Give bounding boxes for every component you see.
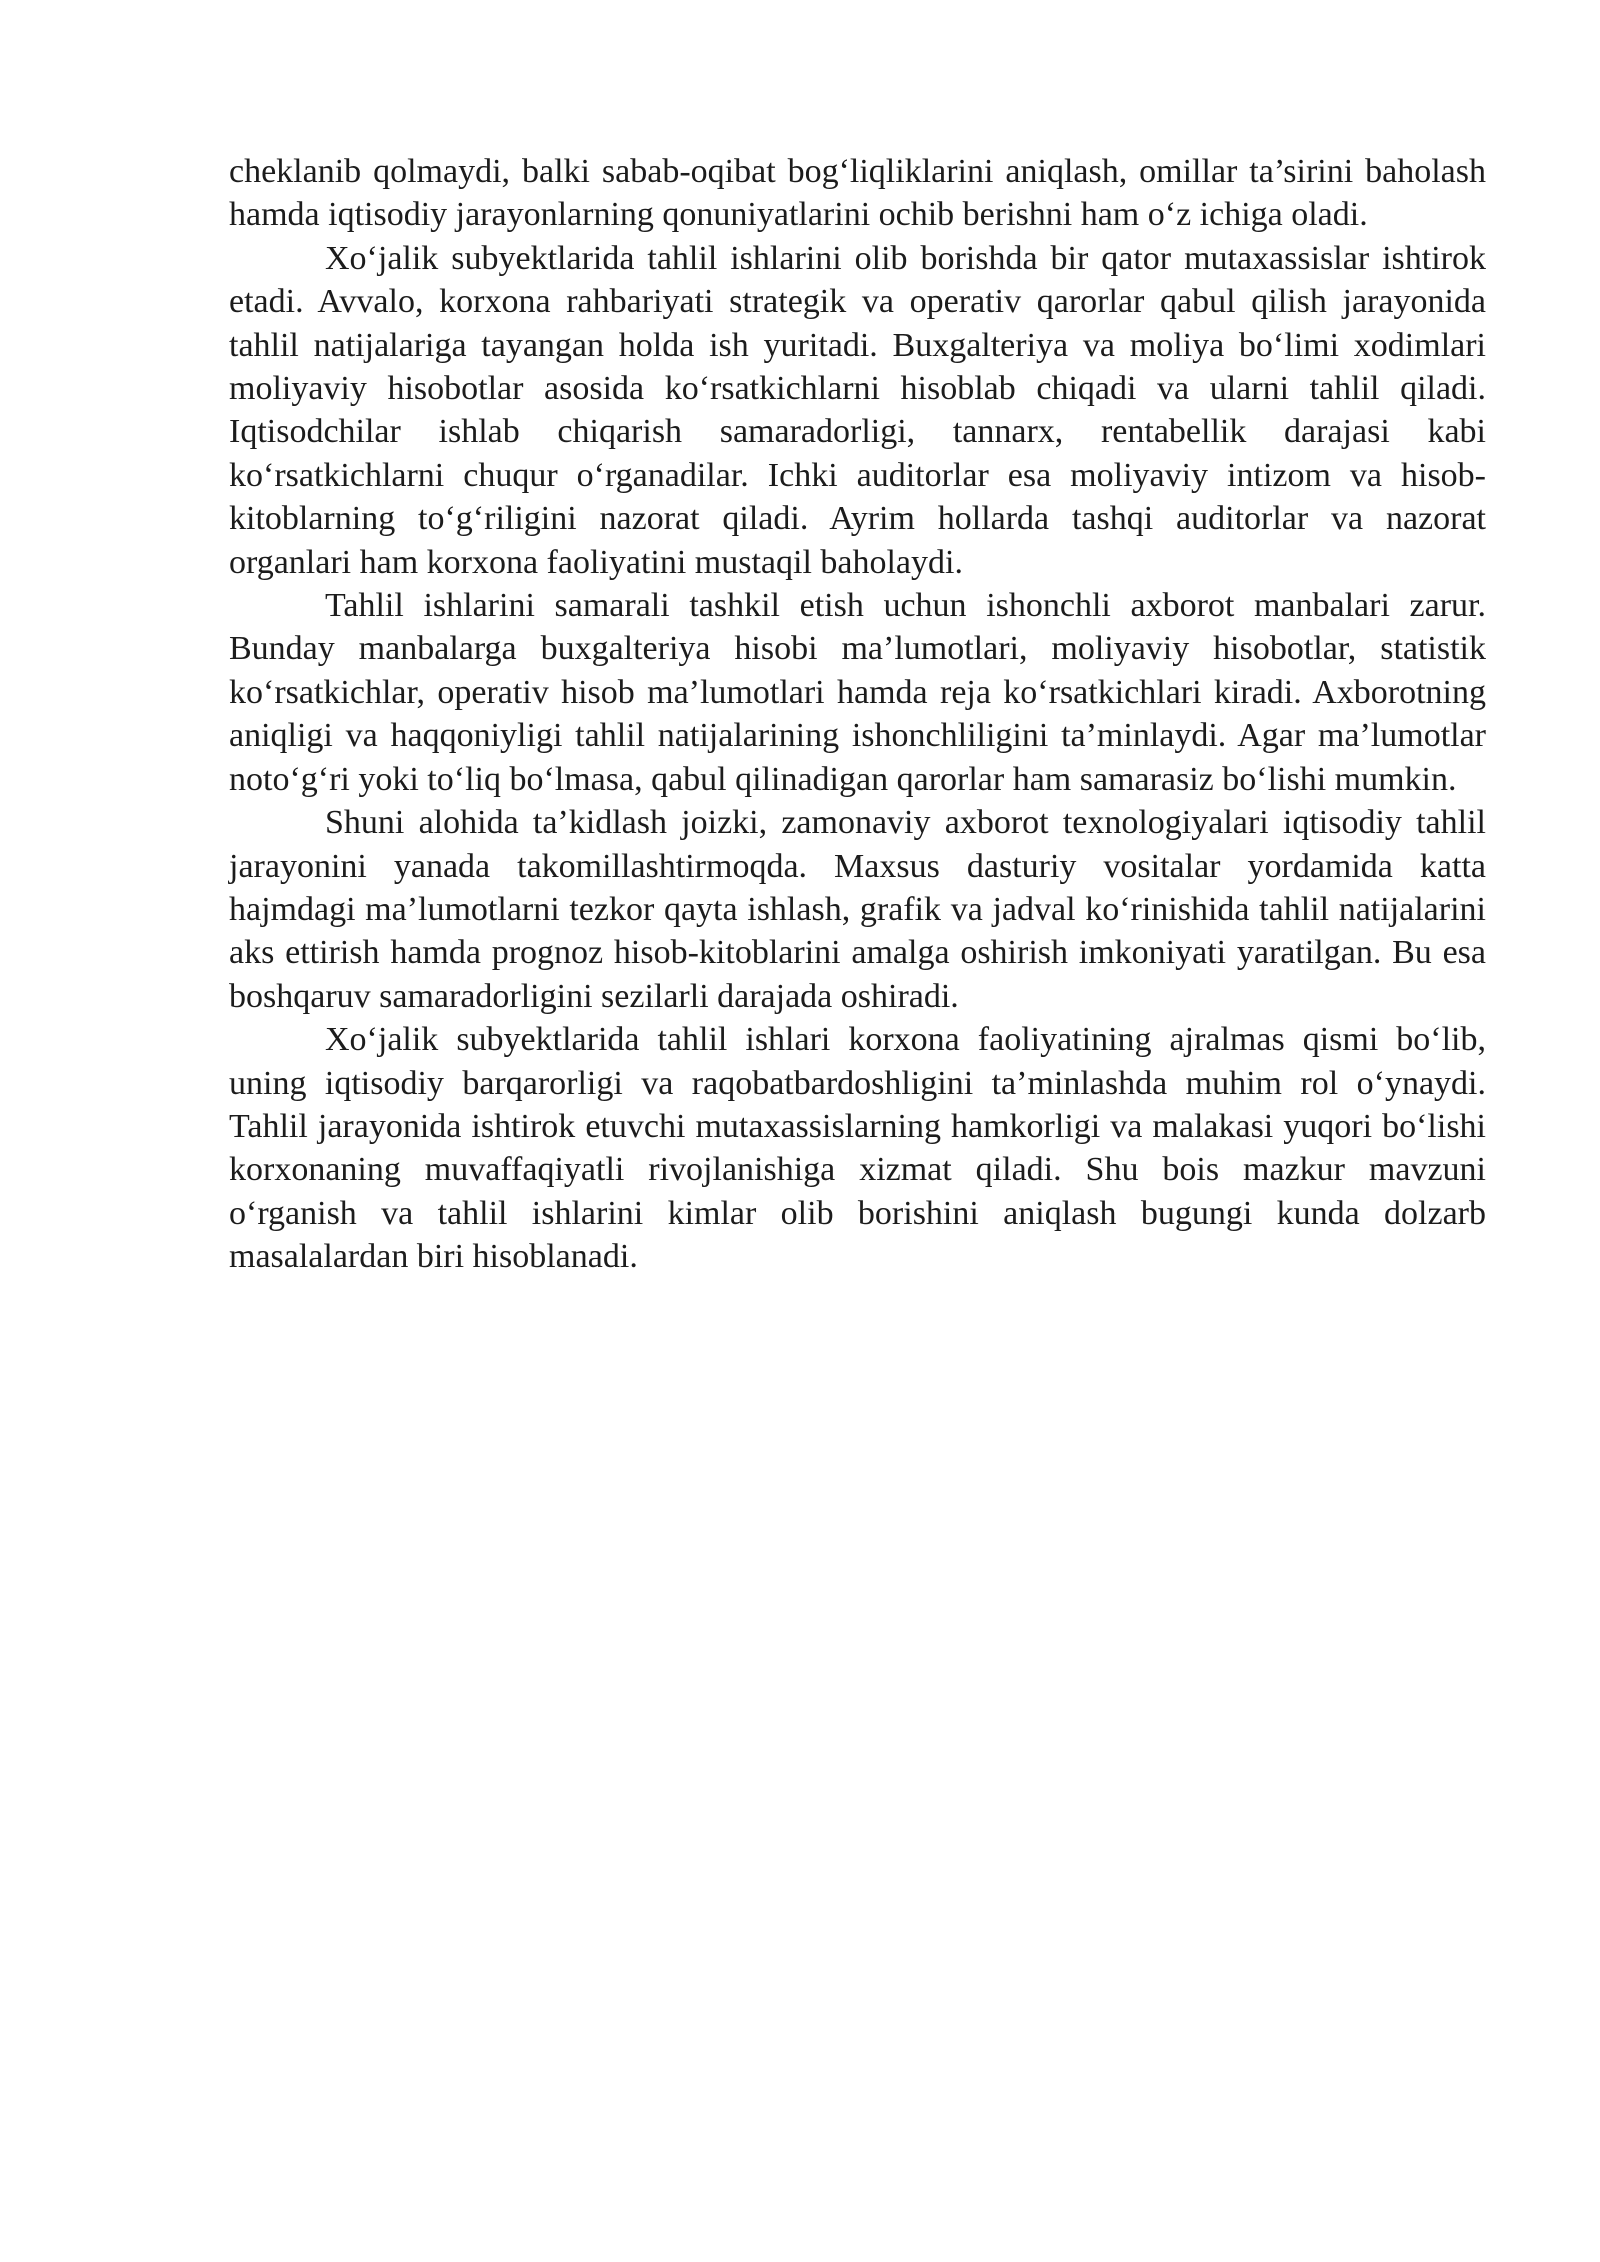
paragraph-information-sources: Tahlil ishlarini samarali tashkil etish uchun ishonchli axborot manbalari zarur. Bunday manbalarga buxgalteriya hisobi ma’lumotlari, moliyaviy hisobotlar, statistik ko‘rsatkichlar, operativ hisob ma’lumotlari hamda reja ko‘rsatkichlari kiradi. Axborotning aniqligi va haqqoniyligi tahlil natijalarining ishonchliligini ta’minlaydi. Agar ma’lumotlar noto‘g‘ri yoki to‘liq bo‘lmasa, qabul qilinadigan qarorlar ham samarasiz bo‘lishi mumkin. bbox=[229, 587, 1486, 798]
document-body bbox=[229, 150, 1486, 1279]
paragraph-specialists: Xo‘jalik subyektlarida tahlil ishlarini olib borishda bir qator mutaxassislar ishtirok etadi. Avvalo, korxona rahbariyati strategik va operativ qarorlar qabul qilish jarayonida tahlil natijalariga tayangan holda ish yuritadi. Buxgalteriya va moliya bo‘limi xodimlari moliyaviy hisobotlar asosida ko‘rsatkichlarni hisoblab chiqadi va ularni tahlil qiladi. Iqtisodchilar ishlab chiqarish samaradorligi, tannarx, rentabellik darajasi kabi ko‘rsatkichlarni chuqur o‘rganadilar. Ichki auditorlar esa moliyaviy intizom va hisob-kitoblarning to‘g‘riligini nazorat qiladi. Ayrim hollarda tashqi auditorlar va nazorat organlari ham korxona faoliyatini mustaqil baholaydi. bbox=[229, 239, 1486, 581]
paragraph-continuation: cheklanib qolmaydi, balki sabab-oqibat bog‘liqliklarini aniqlash, omillar ta’sirini baholash hamda iqtisodiy jarayonlarning qonuniyatlarini ochib berishni ham o‘z ichiga oladi. bbox=[229, 153, 1486, 234]
paragraph-information-technologies: Shuni alohida ta’kidlash joizki, zamonaviy axborot texnologiyalari iqtisodiy tahlil jarayonini yanada takomillashtirmoqda. Maxsus dasturiy vositalar yordamida katta hajmdagi ma’lumotlarni tezkor qayta ishlash, grafik va jadval ko‘rinishida tahlil natijalarini aks ettirish hamda prognoz hisob-kitoblarini amalga oshirish imkoniyati yaratilgan. Bu esa boshqaruv samaradorligini sezilarli darajada oshiradi. bbox=[229, 804, 1486, 1015]
paragraph-conclusion: Xo‘jalik subyektlarida tahlil ishlari korxona faoliyatining ajralmas qismi bo‘lib, uning iqtisodiy barqarorligi va raqobatbardoshligini ta’minlashda muhim rol o‘ynaydi. Tahlil jarayonida ishtirok etuvchi mutaxassislarning hamkorligi va malakasi yuqori bo‘lishi korxonaning muvaffaqiyatli rivojlanishiga xizmat qiladi. Shu bois mazkur mavzuni o‘rganish va tahlil ishlarini kimlar olib borishini aniqlash bugungi kunda dolzarb masalalardan biri hisoblanadi. bbox=[229, 1021, 1486, 1276]
